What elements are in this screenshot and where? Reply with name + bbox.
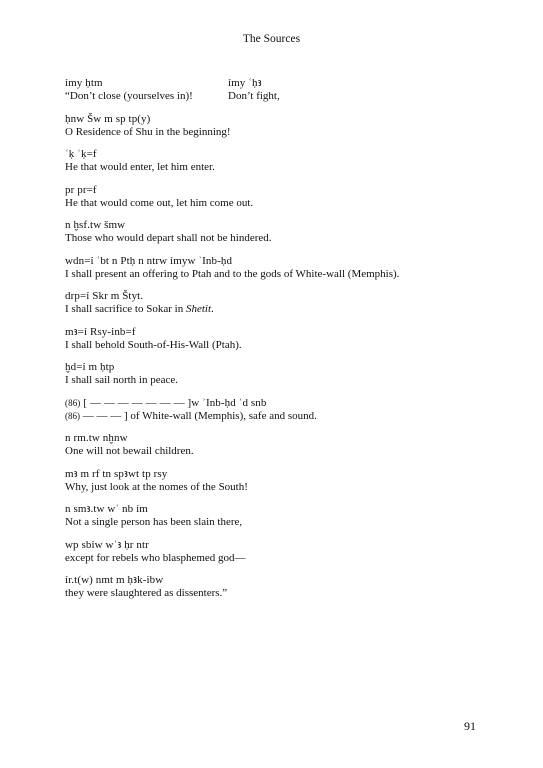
transliteration-line: ḫd=ỉ m ḥtp	[65, 361, 115, 373]
stanza-3	[65, 148, 485, 174]
stanza-1	[65, 77, 485, 103]
transliteration-b: ỉmy ʿḥꜣ	[228, 77, 262, 89]
translation-a: “Don’t close (yourselves in)!	[65, 90, 193, 102]
translation-text: — — — ] of White-wall (Memphis), safe and sound.	[80, 409, 317, 422]
page-number: 91	[464, 719, 476, 733]
stanza-7	[65, 290, 485, 316]
translation-line	[65, 303, 485, 316]
translation-line: I shall behold South-of-His-Wall (Ptah).	[65, 338, 242, 351]
running-head: The Sources	[242, 33, 301, 45]
transliteration-line: ỉr.t(w) nmt m ḥꜣk-ibw	[65, 574, 164, 586]
stanza-2	[65, 113, 485, 139]
translation-line: they were slaughtered as dissenters.”	[65, 587, 228, 599]
transliteration-text: [ — — — — — — — ]w ʾInb-ḥd ʿd snb	[80, 396, 267, 409]
translation-line: He that would enter, let him enter.	[65, 161, 215, 173]
translation-line: He that would come out, let him come out.	[65, 196, 254, 209]
transliteration-a: ỉmy ḥtm	[65, 77, 103, 89]
translation-line	[65, 90, 485, 103]
stanza-8	[65, 326, 485, 352]
stanza-9	[65, 361, 485, 387]
translation-line: I shall sail north in peace.	[65, 374, 179, 386]
translation-line: Not a single person has been slain there,	[65, 516, 243, 528]
transliteration-line: pr pr=f	[65, 183, 97, 196]
translation-punctuation: .	[211, 303, 214, 315]
text-body	[65, 77, 485, 610]
transliteration-line: ʿḳ ʿḳ=f	[65, 148, 97, 160]
stanza-14	[65, 539, 485, 565]
stanza-11	[65, 432, 485, 458]
transliteration-line: wdn=ỉ ʿbt n Ptḥ n ntrw ỉmyw ʾInb-ḥd	[65, 254, 233, 267]
transliteration-line: ḥnw Šw m sp tp(y)	[65, 112, 151, 125]
transliteration-line: wp sbỉw wʿꜣ ḥr ntr	[65, 538, 149, 551]
translation-text: I shall sacrifice to Sokar in	[65, 303, 186, 315]
translation-line	[65, 410, 485, 423]
stanza-6	[65, 255, 485, 281]
transliteration-line: n smꜣ.tw wʿ nb ỉm	[65, 503, 148, 515]
stanza-4	[65, 184, 485, 210]
transliteration-line	[65, 77, 485, 90]
stanza-10	[65, 397, 485, 423]
translation-b: Don’t fight,	[228, 90, 280, 102]
translation-line: O Residence of Shu in the beginning!	[65, 125, 231, 138]
translation-line: One will not bewail children.	[65, 445, 194, 457]
transliteration-line: n ḫsf.tw šmw	[65, 219, 126, 231]
translation-line: I shall present an offering to Ptah and to the gods of White-wall (Memphis).	[65, 267, 400, 280]
transliteration-line	[65, 397, 485, 410]
stanza-15	[65, 574, 485, 600]
stanza-13	[65, 503, 485, 529]
stanza-12	[65, 468, 485, 494]
translation-line: Those who would depart shall not be hindered.	[65, 232, 272, 244]
line-number: (86)	[65, 410, 80, 421]
transliteration-line: mꜣ=ỉ Rsy-inb=f	[65, 325, 136, 338]
translation-line: except for rebels who blasphemed god—	[65, 551, 246, 564]
line-number: (86)	[65, 397, 81, 408]
place-name-italic: Shetit	[185, 303, 212, 315]
translation-line: Why, just look at the nomes of the South!	[65, 480, 248, 493]
transliteration-line: drp=ỉ Skr m Štyt.	[65, 290, 144, 302]
stanza-5	[65, 219, 485, 245]
transliteration-line: n rm.tw nḫnw	[65, 432, 128, 444]
transliteration-line: mꜣ m rf tn spꜣwt tp rsy	[65, 467, 168, 480]
